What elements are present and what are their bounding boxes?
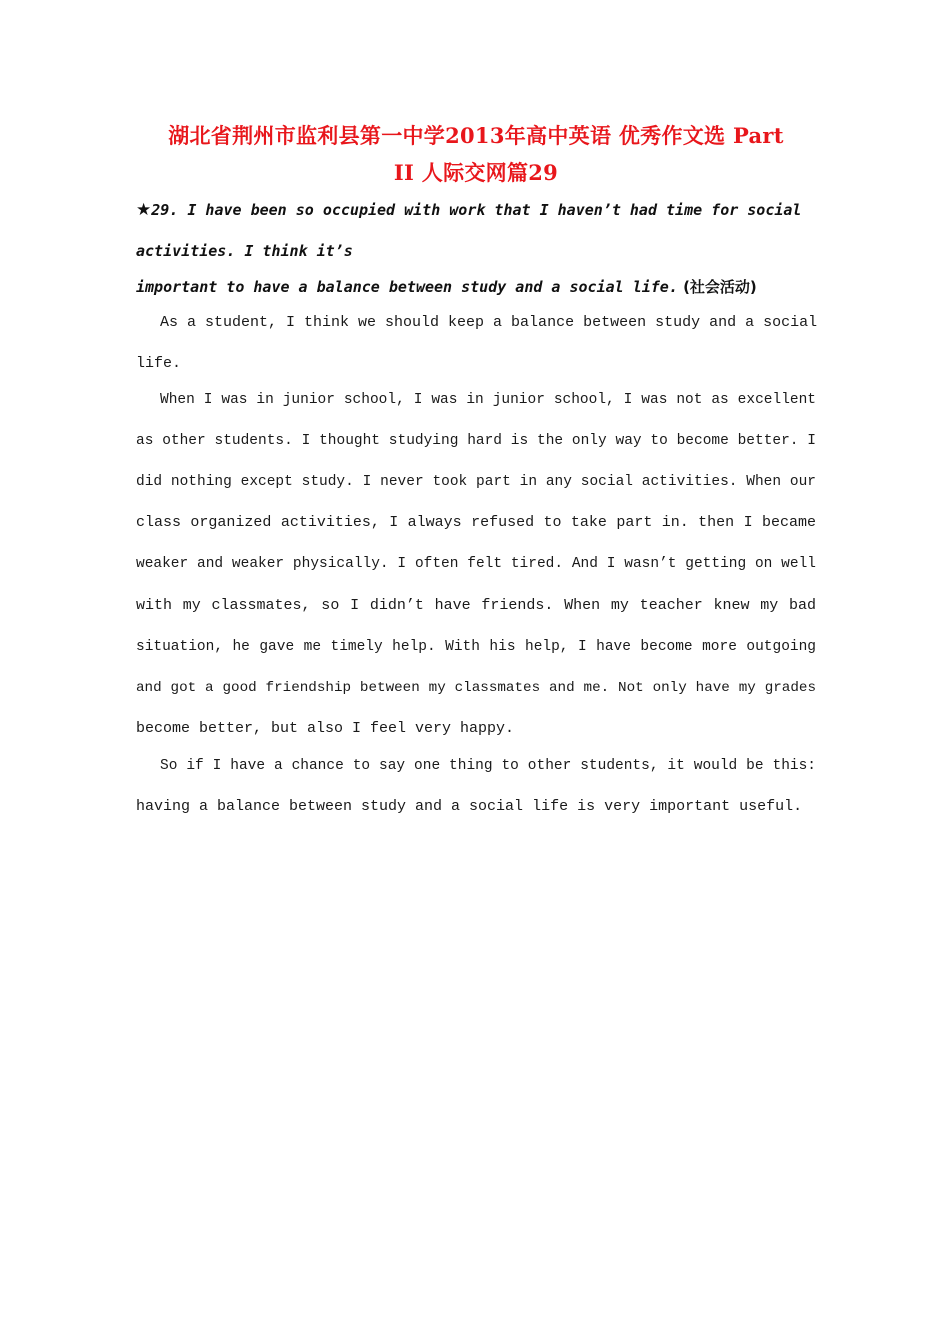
essay-p2-line-9: become better, but also I feel very happy. (136, 720, 515, 737)
essay-p2-line-1: When I was in junior school, I was in junior school, I was not as excellent (160, 392, 816, 408)
prompt-text-3: important to have a balance between study and a social life. (136, 278, 678, 296)
essay-p2-line-2: as other students. I thought studying hard is the only way to become better. I (136, 433, 816, 449)
essay-p2-line-5: weaker and weaker physically. I often felt tired. And I wasn’t getting on well (136, 556, 816, 572)
essay-p2-line-7: situation, he gave me timely help. With his help, I have become more outgoing (136, 639, 816, 655)
prompt-line-1 (136, 200, 816, 220)
essay-p2-line-4: class organized activities, I always refused to take part in. then I became (136, 514, 816, 531)
document-title-line-2: II 人际交网篇29 (393, 160, 559, 185)
prompt-line-3 (136, 277, 816, 297)
essay-p1-line-2: life. (136, 355, 182, 372)
star-icon: ★ (136, 200, 152, 220)
essay-p1-line-1: As a student, I think we should keep a balance between study and a social (160, 314, 818, 331)
prompt-chinese-note: (社会活动) (677, 278, 757, 296)
essay-p3-line-1: So if I have a chance to say one thing to other students, it would be this: (160, 758, 816, 774)
essay-p2-line-6: with my classmates, so I didn’t have friends. When my teacher knew my bad (136, 597, 816, 614)
essay-p2-line-3: did nothing except study. I never took part in any social activities. When our (136, 474, 816, 490)
document-title-line-1: 湖北省荆州市监利县第一中学2013年高中英语 优秀作文选 Part (168, 123, 784, 148)
essay-p3-line-2: having a balance between study and a social life is very important useful. (136, 798, 803, 815)
prompt-text-1: 29. I have been so occupied with work that I haven’t had time for social (151, 201, 802, 219)
prompt-line-2: activities. I think it’s (136, 242, 353, 260)
essay-p2-line-8: and got a good friendship between my classmates and me. Not only have my grades (136, 680, 816, 696)
